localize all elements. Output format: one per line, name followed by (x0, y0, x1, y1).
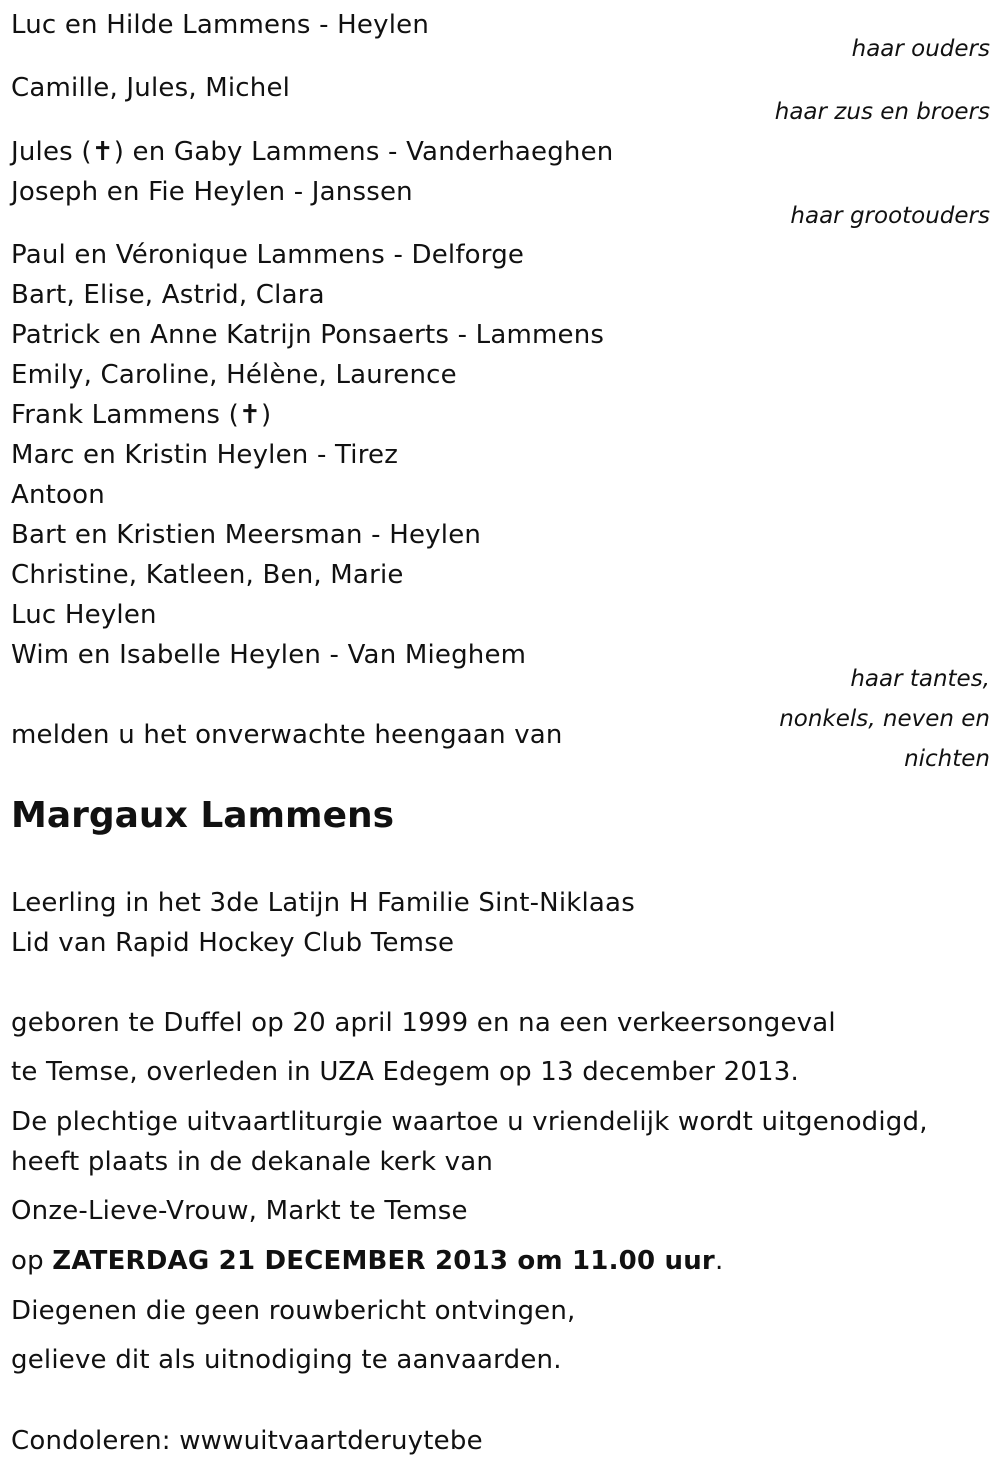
relative-line: Patrick en Anne Katrijn Ponsaerts - Lammens (11, 320, 605, 350)
relative-line: Luc Heylen (11, 600, 157, 630)
relatives-relation-2: nonkels, neven en (779, 706, 990, 732)
church-line: Onze-Lieve-Vrouw, Markt te Temse (11, 1196, 468, 1226)
relatives-relation-3: nichten (904, 746, 990, 772)
service-date-bold: ZATERDAG 21 DECEMBER 2013 om 11.00 uur (52, 1246, 715, 1276)
deceased-name: Margaux Lammens (11, 795, 395, 836)
announcement-line: melden u het onverwachte heengaan van (11, 720, 563, 750)
parents-line: Luc en Hilde Lammens - Heylen (11, 10, 430, 40)
grandparents-line-1: Jules (✝) en Gaby Lammens - Vanderhaeghen (11, 137, 614, 167)
condolences-line: Condoleren: wwwuitvaartderuytebe (11, 1426, 483, 1456)
club-line: Lid van Rapid Hockey Club Temse (11, 928, 455, 958)
relative-line: Bart, Elise, Astrid, Clara (11, 280, 325, 310)
siblings-line: Camille, Jules, Michel (11, 73, 291, 103)
birth-line: geboren te Duffel op 20 april 1999 en na een verkeersongeval (11, 1008, 836, 1038)
grandparents-relation: haar grootouders (790, 203, 990, 229)
relative-line: Wim en Isabelle Heylen - Van Mieghem (11, 640, 527, 670)
service-date-line (11, 1246, 723, 1276)
relatives-relation-1: haar tantes, (850, 666, 990, 692)
relative-line: Christine, Katleen, Ben, Marie (11, 560, 404, 590)
grandparents-line-2: Joseph en Fie Heylen - Janssen (11, 177, 413, 207)
parents-relation: haar ouders (851, 36, 990, 62)
notice-line-2: gelieve dit als uitnodiging te aanvaarden. (11, 1345, 562, 1375)
notice-line-1: Diegenen die geen rouwbericht ontvingen, (11, 1296, 576, 1326)
liturgy-line-1: De plechtige uitvaartliturgie waartoe u vriendelijk wordt uitgenodigd, (11, 1107, 928, 1137)
liturgy-line-2: heeft plaats in de dekanale kerk van (11, 1147, 494, 1177)
death-line: te Temse, overleden in UZA Edegem op 13 december 2013. (11, 1057, 800, 1087)
service-date-prefix: op (11, 1246, 53, 1276)
relative-line: Bart en Kristien Meersman - Heylen (11, 520, 482, 550)
school-line: Leerling in het 3de Latijn H Familie Sint-Niklaas (11, 888, 635, 918)
relative-line: Marc en Kristin Heylen - Tirez (11, 440, 399, 470)
relative-line: Antoon (11, 480, 105, 510)
siblings-relation: haar zus en broers (774, 99, 990, 125)
relative-line: Frank Lammens (✝) (11, 400, 272, 430)
relative-line: Emily, Caroline, Hélène, Laurence (11, 360, 457, 390)
relative-line: Paul en Véronique Lammens - Delforge (11, 240, 525, 270)
service-date-suffix: . (714, 1246, 724, 1276)
